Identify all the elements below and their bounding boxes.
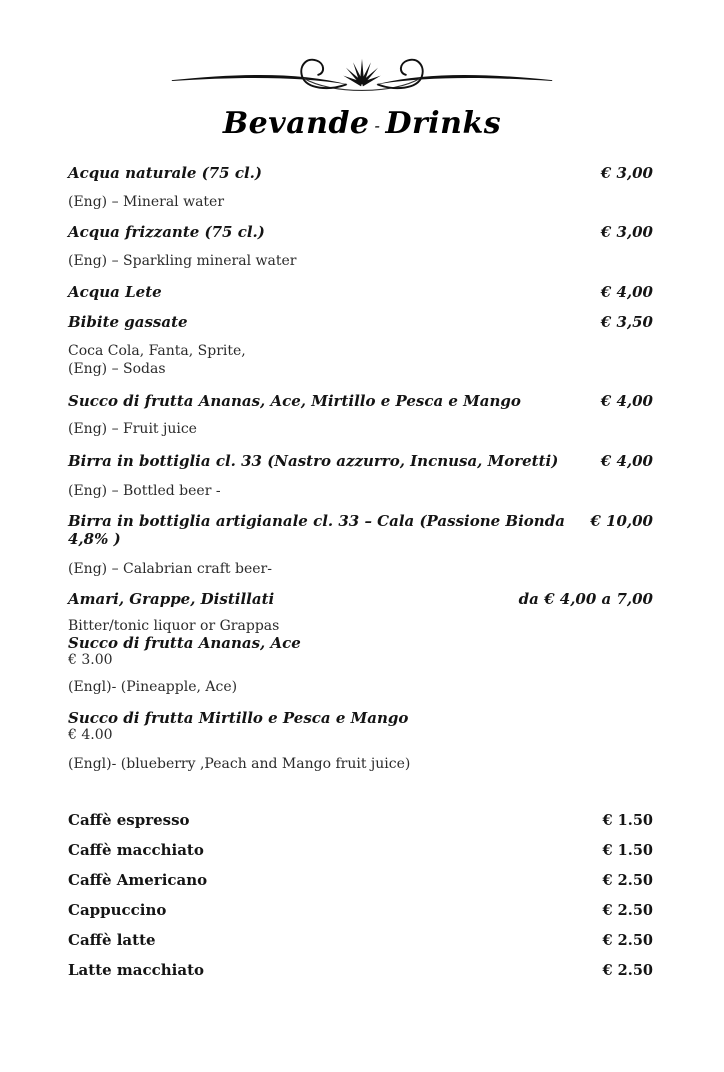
coffee-item-name: Caffè Americano (68, 871, 208, 889)
menu-item-translation: Bitter/tonic liquor or Grappas (68, 618, 280, 634)
coffee-item-row (68, 841, 653, 860)
title-italian: Bevande (222, 106, 370, 141)
coffee-item-row (68, 901, 653, 920)
menu-item-price: da € 4,00 a 7,00 (518, 590, 653, 608)
coffee-item-price: € 1.50 (602, 812, 653, 829)
coffee-item-name: Caffè latte (68, 931, 156, 949)
coffee-item-price: € 2.50 (602, 932, 653, 949)
page-title (0, 104, 724, 146)
menu-item-name: Amari, Grappe, Distillati (68, 590, 275, 608)
menu-item-price: € 4,00 (600, 283, 653, 301)
menu-item-translation: (Eng) – Sparkling mineral water (68, 253, 297, 269)
menu-item-name: Acqua Lete (68, 283, 162, 301)
menu-item-row (68, 452, 653, 470)
menu-item-name: Birra in bottiglia cl. 33 (Nastro azzurro, Incnusa, Moretti) (68, 452, 559, 470)
menu-item-translation: (Engl)- (Pineapple, Ace) (68, 679, 238, 695)
menu-item-name: Succo di frutta Ananas, Ace, Mirtillo e Pesca e Mango (68, 392, 521, 410)
menu-item-row (68, 223, 653, 241)
menu-subitem (68, 618, 653, 669)
menu-item-price: € 3,00 (600, 223, 653, 241)
menu-item-translation: (Eng) – Fruit juice (68, 421, 197, 437)
menu-item-price: € 10,00 (590, 512, 653, 530)
menu-item-detail (68, 342, 653, 378)
menu-item-price: € 4,00 (600, 392, 653, 410)
coffee-item-name: Caffè macchiato (68, 841, 204, 859)
menu-subitem (68, 710, 653, 744)
coffee-list (0, 811, 724, 980)
menu-item-translation: (Eng) – Bottled beer - (68, 483, 221, 499)
menu-item-price: € 4,00 (600, 452, 653, 470)
menu-item-translation: (Eng) – Sodas (68, 361, 166, 377)
menu-item-name: Acqua frizzante (75 cl.) (68, 223, 265, 241)
coffee-item-price: € 2.50 (602, 872, 653, 889)
menu-item-name: Birra in bottiglia artigianale cl. 33 – Cala (Passione Bionda 4,8% ) (68, 512, 565, 548)
coffee-item-row (68, 931, 653, 950)
coffee-item-name: Latte macchiato (68, 961, 205, 979)
menu-item-translation: (Eng) – Mineral water (68, 194, 225, 210)
menu-item-price: € 3,50 (600, 313, 653, 331)
coffee-item-row (68, 811, 653, 830)
menu-item-name: Succo di frutta Mirtillo e Pesca e Mango (68, 709, 409, 727)
menu-item-row (68, 164, 653, 182)
menu-item-translation: (Eng) – Calabrian craft beer- (68, 561, 272, 577)
title-english: Drinks (385, 106, 502, 141)
coffee-item-price: € 2.50 (602, 902, 653, 919)
coffee-item-price: € 2.50 (602, 962, 653, 979)
coffee-item-price: € 1.50 (602, 842, 653, 859)
coffee-item-name: Caffè espresso (68, 811, 190, 829)
drinks-list (0, 146, 724, 773)
menu-item-row (68, 590, 653, 608)
menu-item-name: Bibite gassate (68, 313, 188, 331)
menu-item-row (68, 512, 653, 548)
coffee-item-name: Cappuccino (68, 901, 167, 919)
menu-item-name: Succo di frutta Ananas, Ace (68, 634, 301, 652)
menu-item-row (68, 313, 653, 331)
coffee-item-row (68, 961, 653, 980)
menu-item-price: € 3.00 (68, 652, 113, 668)
menu-item-price: € 3,00 (600, 164, 653, 182)
menu-page (0, 48, 724, 1072)
menu-item-price: € 4.00 (68, 727, 113, 743)
detail-line: Coca Cola, Fanta, Sprite, (68, 343, 246, 359)
coffee-item-row (68, 871, 653, 890)
menu-item-name: Acqua naturale (75 cl.) (68, 164, 262, 182)
menu-item-translation: (Engl)- (blueberry ,Peach and Mango fruit juice) (68, 756, 411, 772)
title-dash: - (374, 116, 381, 135)
flourish-divider-icon (147, 48, 577, 98)
menu-item-row (68, 283, 653, 301)
menu-item-row (68, 392, 653, 410)
